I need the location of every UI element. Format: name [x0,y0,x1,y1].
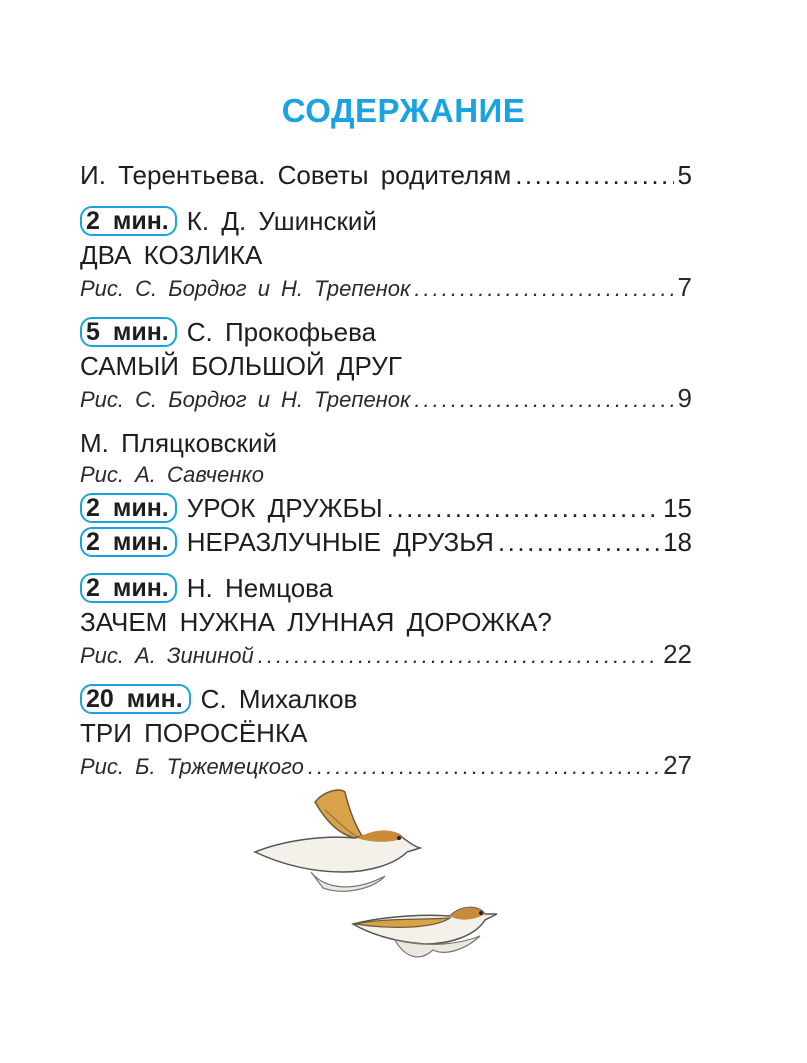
story-title: НЕРАЗЛУЧНЫЕ ДРУЗЬЯ [186,527,494,557]
author-name: С. Михалков [200,684,358,714]
entry-text: И. Терентьева. Советы родителям [80,160,512,190]
page-title: СОДЕРЖАНИЕ [281,92,526,129]
illustrator: Рис. С. Бордюг и Н. Трепенок [80,387,411,412]
page-number: 15 [663,493,692,523]
dot-leader [414,274,673,304]
illustrator: Рис. Б. Тржемецкого [80,754,304,779]
reading-time-badge: 5 мин. [80,317,177,347]
toc-entry-illustrator [80,639,692,670]
story-title: САМЫЙ БОЛЬШОЙ ДРУГ [80,351,402,381]
reading-time-badge: 20 мин. [80,684,191,714]
toc-entry-title[interactable] [80,525,692,559]
reading-time-badge: 2 мин. [80,206,177,236]
author-name: С. Прокофьева [186,317,377,347]
toc-entry-intro[interactable] [80,158,692,192]
toc-entry-illustrator [80,383,692,414]
page-number: 9 [677,383,692,413]
page-number: 18 [663,527,692,557]
toc-entry-illustrator [80,750,692,781]
reading-time-badge: 2 мин. [80,527,177,557]
toc-entry-author [80,571,692,605]
illustrator: Рис. С. Бордюг и Н. Трепенок [80,276,411,301]
toc-entry-title[interactable] [80,238,692,272]
dot-leader [498,525,659,559]
bird-one-icon [255,790,420,891]
page-number: 22 [663,639,692,669]
reading-time-badge: 2 мин. [80,573,177,603]
illustrator: Рис. А. Савченко [80,462,265,487]
dot-leader [387,491,659,525]
toc-entry-author [80,204,692,238]
author-name: Н. Немцова [186,573,334,603]
flying-birds-illustration-icon [245,780,515,980]
story-title: ДВА КОЗЛИКА [80,240,263,270]
toc-entry-title[interactable] [80,491,692,525]
toc-entry-illustrator [80,272,692,303]
dot-leader [308,752,659,782]
page-number: 5 [677,160,692,190]
story-title: ЗАЧЕМ НУЖНА ЛУННАЯ ДОРОЖКА? [80,607,552,637]
story-title: УРОК ДРУЖБЫ [186,493,383,523]
toc-entry-title[interactable] [80,605,692,639]
reading-time-badge: 2 мин. [80,493,177,523]
toc-entry-author [80,426,692,460]
story-title: ТРИ ПОРОСЁНКА [80,718,308,748]
page-number: 7 [677,272,692,302]
illustrator: Рис. А. Зининой [80,643,254,668]
table-of-contents [80,158,692,781]
dot-leader [414,385,673,415]
author-name: М. Пляцковский [80,428,278,458]
toc-entry-illustrator [80,460,692,491]
bird-two-icon [353,907,497,956]
dot-leader [258,641,659,671]
toc-entry-author [80,682,692,716]
toc-entry-title[interactable] [80,716,692,750]
toc-entry-author [80,315,692,349]
author-name: К. Д. Ушинский [186,206,377,236]
dot-leader [515,158,673,192]
page-number: 27 [663,750,692,780]
toc-entry-title[interactable] [80,349,692,383]
